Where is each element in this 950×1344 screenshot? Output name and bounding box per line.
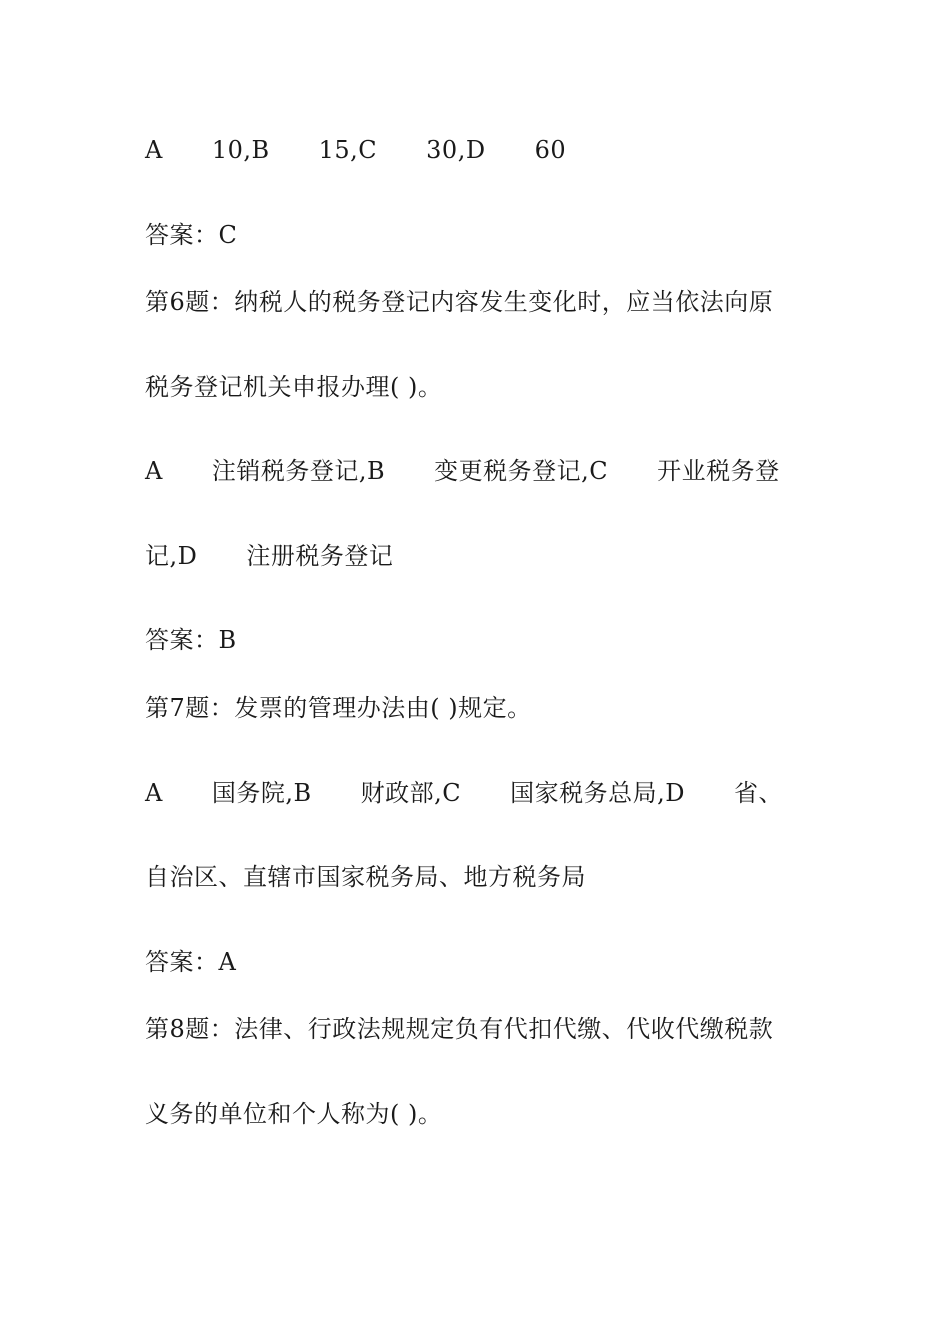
q5-options-line: A 10,B 15,C 30,D 60: [145, 136, 567, 164]
q7-answer: 答案：A: [145, 948, 237, 976]
q5-answer: 答案：C: [145, 221, 238, 249]
q8-question-line-1: 第8题：法律、行政法规规定负有代扣代缴、代收代缴税款: [145, 1015, 774, 1043]
q7-question-line-1: 第7题：发票的管理办法由( )规定。: [145, 694, 532, 722]
q7-options-line-1: A 国务院,B 财政部,C 国家税务总局,D 省、: [145, 779, 783, 807]
q6-options-line-1: A 注销税务登记,B 变更税务登记,C 开业税务登: [145, 457, 780, 485]
q6-options-line-2: 记,D 注册税务登记: [145, 542, 394, 570]
q6-answer: 答案：B: [145, 626, 237, 654]
q6-question-line-1: 第6题：纳税人的税务登记内容发生变化时，应当依法向原: [145, 288, 774, 316]
q7-options-line-2: 自治区、直辖市国家税务局、地方税务局: [145, 863, 586, 891]
q8-question-line-2: 义务的单位和个人称为( )。: [145, 1100, 443, 1128]
q6-question-line-2: 税务登记机关申报办理( )。: [145, 373, 443, 401]
